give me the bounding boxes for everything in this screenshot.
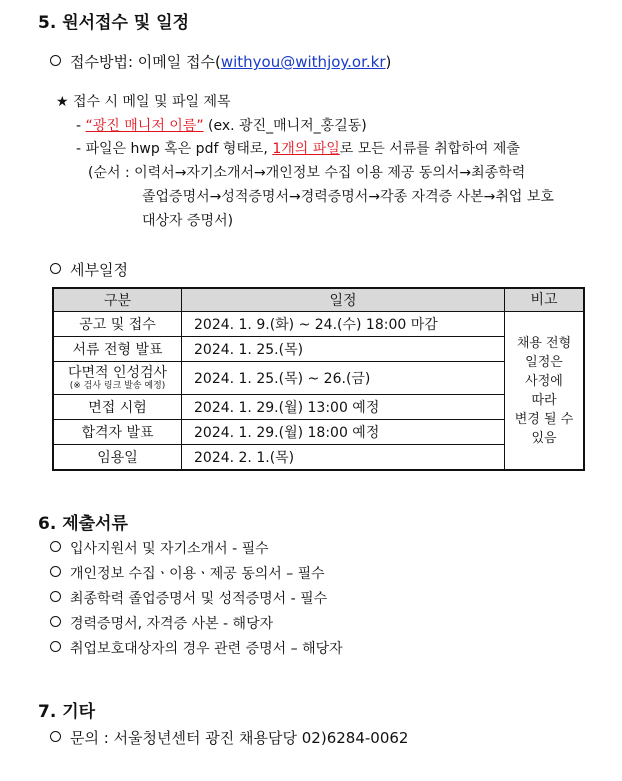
row-date: 2024. 1. 29.(월) 18:00 예정: [182, 420, 505, 445]
row-date: 2024. 1. 25.(목) ~ 26.(금): [182, 362, 505, 395]
circle-bullet-icon: [50, 731, 61, 742]
table-row: [53, 312, 584, 337]
row-date: 2024. 2. 1.(목): [182, 445, 505, 471]
doc-item: 경력증명서, 자격증 사본 - 해당자: [50, 613, 273, 633]
order-line-2: 졸업증명서→성적증명서→경력증명서→각종 자격증 사본→취업 보호: [142, 189, 554, 205]
row-item: 서류 전형 발표: [53, 337, 182, 362]
remark-cell: 채용 전형 일정은 사정에 따라 변경 될 수 있음: [505, 312, 585, 471]
order-line-3: 대상자 증명서): [142, 213, 234, 229]
row-date: 2024. 1. 29.(월) 13:00 예정: [182, 395, 505, 420]
table-row: [53, 337, 584, 362]
doc-item: 최종학력 졸업증명서 및 성적증명서 - 필수: [50, 588, 327, 608]
section-7-title: 7. 기타: [38, 702, 96, 722]
circle-bullet-icon: [50, 591, 61, 602]
doc-item: 입사지원서 및 자기소개서 - 필수: [50, 538, 269, 558]
table-row: [53, 362, 584, 395]
circle-bullet-icon: [50, 616, 61, 627]
row-item: 공고 및 접수: [53, 312, 182, 337]
row-item: 다면적 인성검사 (※ 검사 링크 발송 예정): [53, 362, 182, 395]
row-date: 2024. 1. 9.(화) ~ 24.(수) 18:00 마감: [182, 312, 505, 337]
section-5-title: 5. 원서접수 및 일정: [38, 13, 189, 33]
file-line: - 파일은 hwp 혹은 pdf 형태로, 1개의 파일로 모든 서류를 취합하여 제출: [76, 141, 520, 157]
table-row: [53, 395, 584, 420]
order-line-1: (순서 : 이력서→자기소개서→개인정보 수집 이용 제공 동의서→최종학력: [88, 165, 526, 181]
header-category: 구분: [53, 288, 182, 312]
method-line: 접수방법: 이메일 접수(withyou@withjoy.or.kr): [50, 51, 391, 72]
row-item: 면접 시험: [53, 395, 182, 420]
contact-line: 문의 : 서울청년센터 광진 채용담당 02)6284-0062: [50, 727, 408, 748]
circle-bullet-icon: [50, 541, 61, 552]
subject-highlight: “광진 매니저 이름”: [85, 118, 204, 134]
doc-item: 취업보호대상자의 경우 관련 증명서 – 해당자: [50, 638, 343, 658]
circle-bullet-icon: [50, 263, 61, 274]
row-item: 합격자 발표: [53, 420, 182, 445]
table-header-row: [53, 288, 584, 312]
doc-item: 개인정보 수집ㆍ이용ㆍ제공 동의서 – 필수: [50, 563, 325, 583]
schedule-table: [52, 287, 585, 471]
file-highlight: 1개의 파일: [272, 141, 340, 157]
section-6-title: 6. 제출서류: [38, 514, 128, 534]
table-row: [53, 445, 584, 471]
circle-bullet-icon: [50, 641, 61, 652]
subject-line: - “광진 매니저 이름” (ex. 광진_매니저_홍길동): [76, 118, 367, 134]
row-note: (※ 검사 링크 발송 예정): [69, 380, 166, 391]
circle-bullet-icon: [50, 566, 61, 577]
circle-bullet-icon: [50, 55, 61, 66]
star-title: ★ 접수 시 메일 및 파일 제목: [56, 94, 231, 110]
header-remark: 비고: [505, 288, 585, 312]
header-schedule: 일정: [182, 288, 505, 312]
detail-title: 세부일정: [50, 259, 128, 280]
row-item: 임용일: [53, 445, 182, 471]
email-link[interactable]: withyou@withjoy.or.kr: [220, 53, 386, 71]
row-date: 2024. 1. 25.(목): [182, 337, 505, 362]
table-row: [53, 420, 584, 445]
